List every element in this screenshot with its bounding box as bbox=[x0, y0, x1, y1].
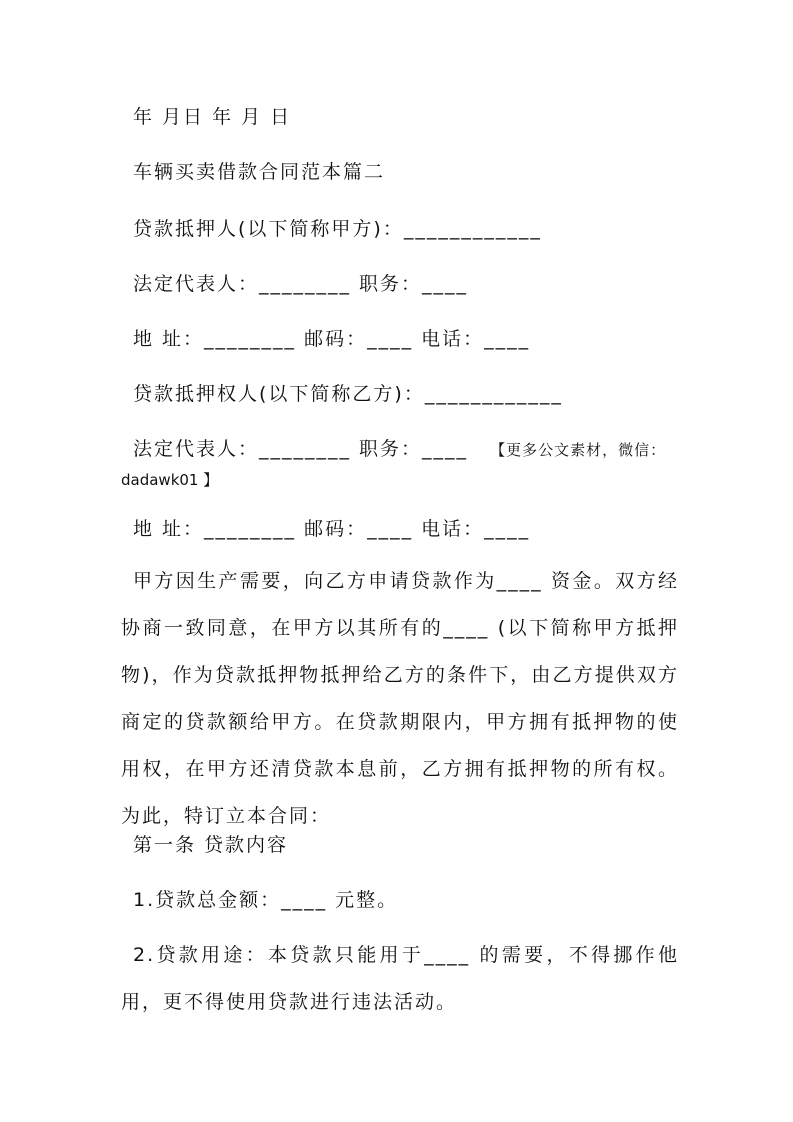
item-1-loan-amount: 1.贷款总金额：____ 元整。 bbox=[133, 889, 399, 911]
item-2-loan-purpose: 2.贷款用途：本贷款只能用于____ 的需要，不得挪作他用，更不得使用贷款进行违法活动。 bbox=[121, 944, 679, 1013]
article-1-title: 第一条 贷款内容 bbox=[133, 834, 289, 856]
party-b-representative-text: 法定代表人：________ 职务：____ bbox=[133, 438, 469, 460]
intro-paragraph: 甲方因生产需要，向乙方申请贷款作为____ 资金。双方经协商一致同意，在甲方以其所有的____ (以下简称甲方抵押物)，作为贷款抵押物抵押给乙方的条件下，由乙方提供双方商定的贷款额给甲方。在贷款期限内，甲方拥有抵押物的使用权，在甲方还清贷款本息前，乙方拥有抵押物的所有权。为此，特订立本合同： bbox=[121, 570, 679, 827]
document-subtitle: 车辆买卖借款合同范本篇二 bbox=[133, 161, 386, 183]
date-line: 年 月日 年 月 日 bbox=[133, 106, 292, 128]
mortgagor-line: 贷款抵押人(以下简称甲方)：____________ bbox=[133, 218, 542, 240]
mortgagee-line: 贷款抵押权人(以下简称乙方)：____________ bbox=[133, 383, 563, 405]
promo-continued: dadawk01 】 bbox=[121, 471, 219, 489]
promo-text: 【更多公文素材，微信： bbox=[490, 441, 667, 459]
party-b-representative-line bbox=[133, 437, 666, 462]
party-a-representative-line: 法定代表人：________ 职务：____ bbox=[133, 273, 469, 295]
party-b-address-line: 地 址：________ 邮码：____ 电话：____ bbox=[133, 518, 531, 540]
party-a-address-line: 地 址：________ 邮码：____ 电话：____ bbox=[133, 328, 531, 350]
